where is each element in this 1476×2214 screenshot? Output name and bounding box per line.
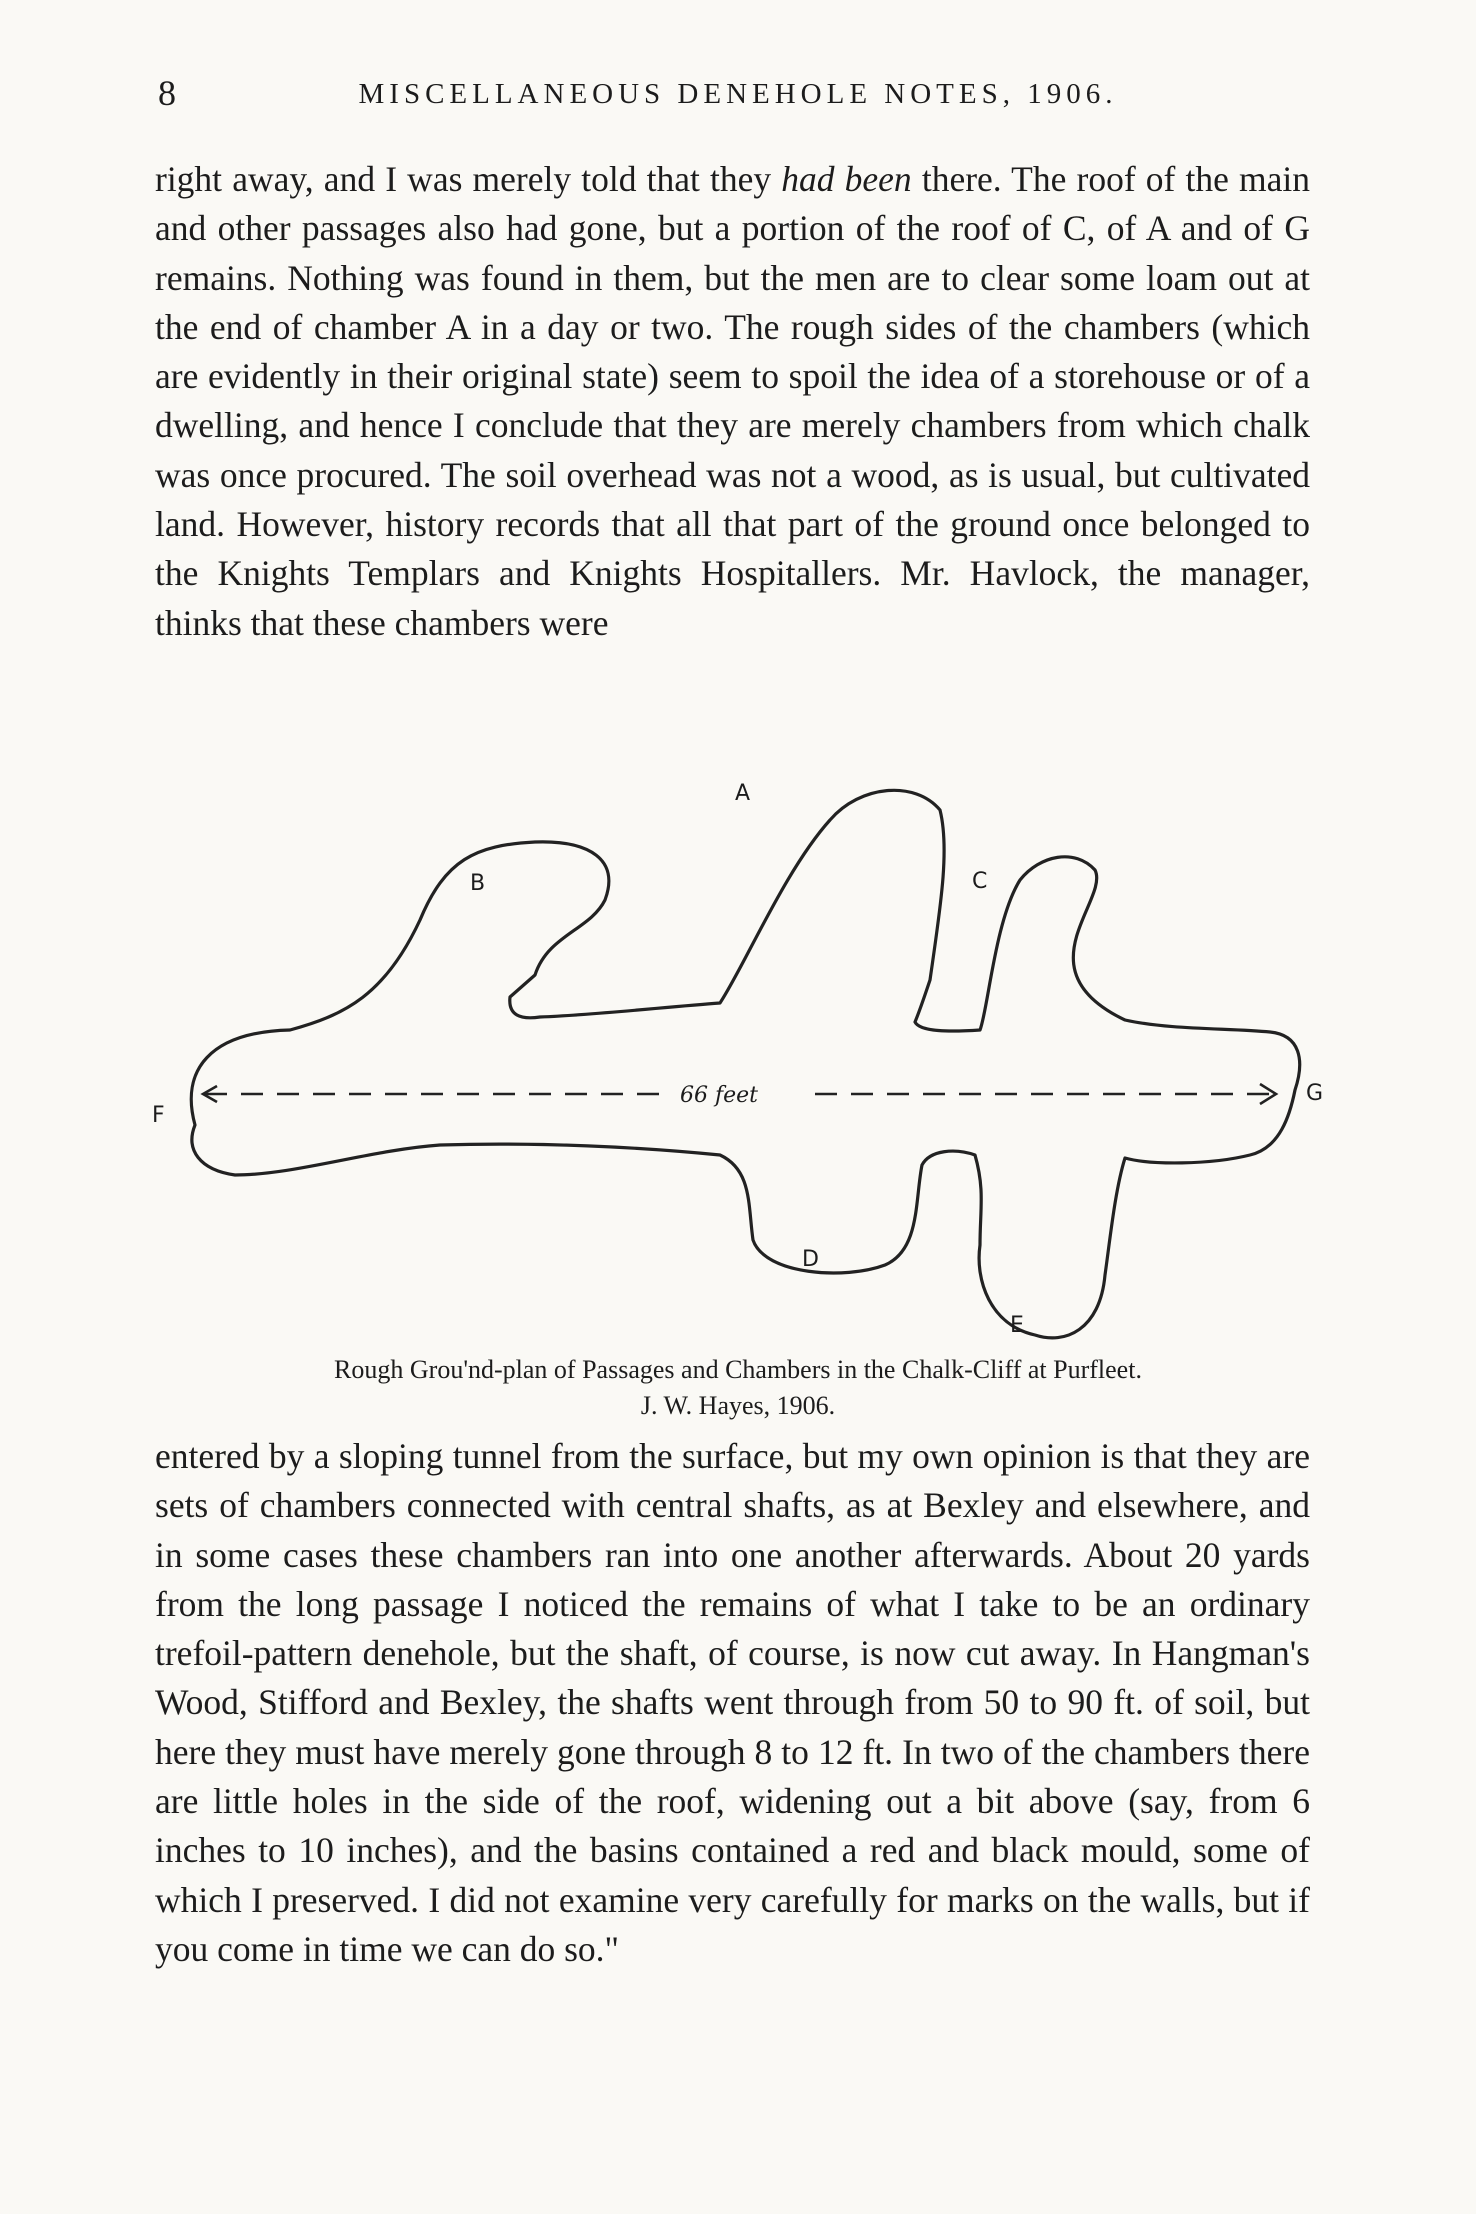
chamber-label-b: B xyxy=(470,871,486,896)
passage-outline xyxy=(191,790,1299,1338)
figure-caption xyxy=(0,1352,1476,1424)
paragraph-bottom-text: entered by a sloping tunnel from the surface, but my own opinion is that they are sets of chambers connected with central shafts, as at Bexley and elsewhere, and in some cases these chambers ran into one another afterwards. About 20 yards from the long passage I noticed the remains of what I take to be an ordinary trefoil-pattern denehole, but the shaft, of course, is now cut away. In Hangman's Wood, Stifford and Bexley, the shafts went through from 50 to 90 ft. of soil, but here they must have merely gone through 8 to 12 ft. In two of the chambers there are little holes in the side of the roof, widening out a bit above (say, from 6 inches to 10 inches), and the basins contained a red and black mould, some of which I preserved. I did not examine very carefully for marks on the walls, but if you come in time we can do so." xyxy=(155,1436,1310,1969)
chamber-label-c: C xyxy=(972,869,988,894)
page-number: 8 xyxy=(158,73,176,113)
chamber-label-d: D xyxy=(802,1247,819,1272)
ground-plan-figure xyxy=(140,770,1340,1360)
chamber-label-a: A xyxy=(735,781,751,806)
caption-title: Rough Grou'nd-plan of Passages and Chambers in the Chalk-Cliff at Purfleet. xyxy=(334,1355,1142,1384)
paragraph-top-italic: had been xyxy=(781,159,912,199)
paragraph-top xyxy=(155,155,1310,648)
paragraph-top-text-start: right away, and I was merely told that they xyxy=(155,159,782,199)
end-label-f: F xyxy=(152,1103,165,1128)
chamber-label-e: E xyxy=(1010,1313,1024,1338)
ground-plan-drawing xyxy=(140,770,1340,1360)
paragraph-top-text-end: there. The roof of the main and other passages also had gone, but a portion of the roof of C, of A and of G remains. Nothing was found in them, but the men are to clear some loam out at the end of chamber A in a day or two. The rough sides of the chambers (which are evidently in their original state) seem to spoil the idea of a storehouse or of a dwelling, and hence I conclude that they are merely chambers from which chalk was once procured. The soil overhead was not a wood, as is usual, but cultivated land. However, history records that all that part of the ground once belonged to the Knights Templars and Knights Hospitallers. Mr. Havlock, the manager, thinks that these chambers were xyxy=(155,159,1311,643)
caption-attribution: J. W. Hayes, 1906. xyxy=(640,1391,836,1420)
paragraph-bottom xyxy=(155,1432,1310,1974)
end-label-g: G xyxy=(1306,1081,1324,1106)
running-head: MISCELLANEOUS DENEHOLE NOTES, 1906. xyxy=(358,78,1118,110)
scale-label: 66 feet xyxy=(680,1083,759,1108)
